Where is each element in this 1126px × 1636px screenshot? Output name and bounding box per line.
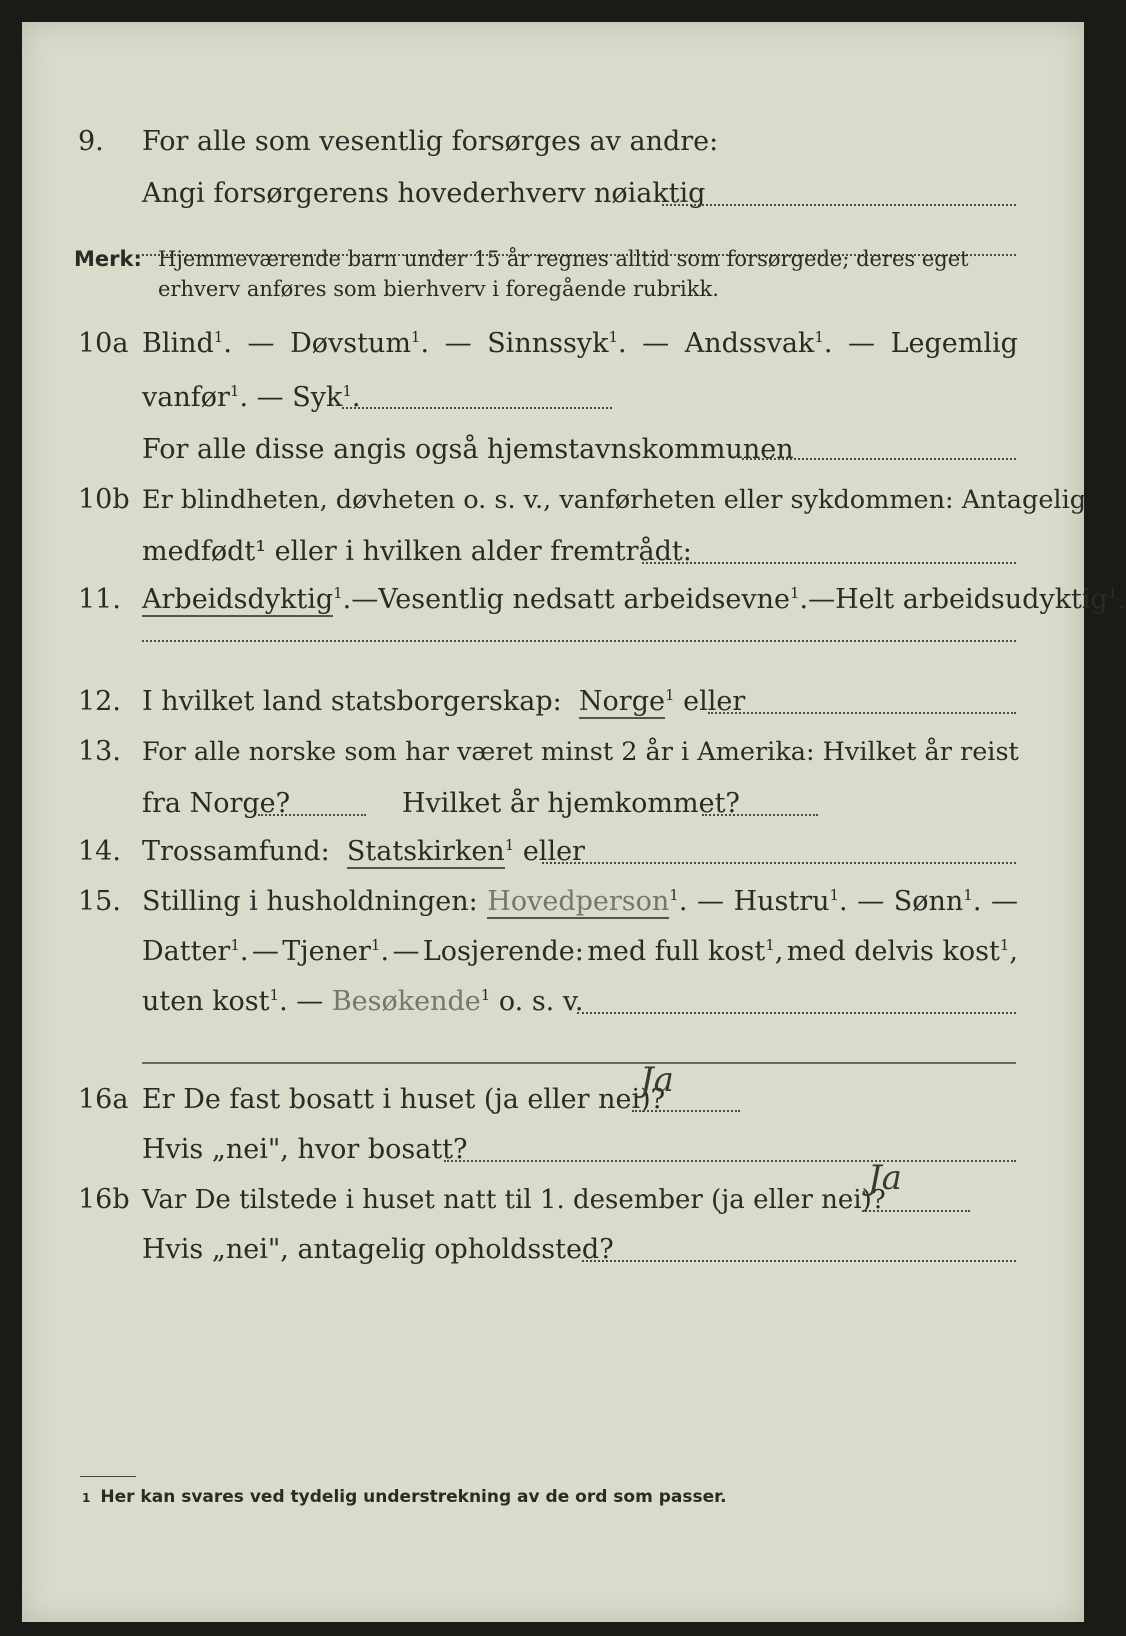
opt-uten-kost[interactable]: uten kost <box>142 986 270 1017</box>
opt-norge[interactable]: Norge <box>578 686 665 717</box>
q16b-field[interactable] <box>862 1210 970 1212</box>
q10a-syk-field[interactable] <box>342 407 612 409</box>
q13-number: 13. <box>78 736 121 767</box>
q10a-number: 10a <box>78 328 129 359</box>
q12-row: 12. I hvilket land statsborgerskap: Norge$^1$ eller <box>22 680 1084 724</box>
opt-besokende[interactable]: Besøkende <box>331 986 481 1017</box>
q13-hjem-label: Hvilket år hjemkommet? <box>402 788 740 819</box>
q10a-hjemstavn-label: For alle disse angis også hjemstavnskommunen <box>142 434 794 465</box>
opt-sinnssyk[interactable]: Sinnssyk <box>487 328 609 359</box>
opt-hustru[interactable]: Hustru <box>733 886 830 917</box>
opt-udyktig[interactable]: Helt arbeidsudyktig <box>835 584 1108 615</box>
q16b-row2 <box>22 1228 1084 1272</box>
q13-row <box>22 730 1084 774</box>
q10b-line1: Er blindheten, døvheten o. s. v., vanførheten eller sykdommen: Antagelig <box>142 485 1087 515</box>
q16a-row <box>22 1078 1084 1122</box>
q15-label: Stilling i husholdningen: <box>142 886 478 917</box>
q16a-handwritten-answer: Ja <box>640 1060 674 1100</box>
q10a-row <box>22 322 1084 366</box>
q9-heading: For alle som vesentlig forsørges av andre: <box>142 126 719 157</box>
q10b-row <box>22 478 1087 522</box>
q16a-question: Er De fast bosatt i huset (ja eller nei)? <box>142 1084 666 1115</box>
q15-number: 15. <box>78 886 121 917</box>
q13-line1: For alle norske som har været minst 2 år i Amerika: Hvilket år reist <box>142 737 1019 767</box>
q10a-hjemstavn-field[interactable] <box>742 458 1016 460</box>
q10a-options: Blind$^1$. — Døvstum$^1$. — Sinnssyk$^1$. — Andssvak$^1$. — Legemlig <box>142 322 1018 366</box>
opt-nedsatt[interactable]: Vesentlig nedsatt arbeidsevne <box>378 584 790 615</box>
q15-row: 15. Stilling i husholdningen: Hovedperson$^1$. — Hustru$^1$. — Sønn$^1$. — <box>22 880 1084 924</box>
opt-sonn[interactable]: Sønn <box>893 886 964 917</box>
q13-hjem-field[interactable] <box>702 814 818 816</box>
q15-extra-line <box>142 1062 1016 1064</box>
q15-field[interactable] <box>577 1012 1016 1014</box>
q16b-row <box>22 1178 1084 1222</box>
q16a-row2 <box>22 1128 1084 1172</box>
q16b-followup: Hvis „nei", antagelig opholdssted? <box>142 1234 614 1265</box>
q16b-handwritten-answer: Ja <box>868 1158 902 1198</box>
footnote-text: Her kan svares ved tydelig understrekning av de ord som passer. <box>100 1487 727 1507</box>
q13-row2 <box>22 782 1084 826</box>
opt-syk[interactable]: Syk <box>292 382 343 413</box>
q10a-row3 <box>22 428 1084 472</box>
opt-delvis-kost[interactable]: med delvis kost <box>786 936 1000 967</box>
q11-options: Arbeidsdyktig$^1$. — Vesentlig nedsatt arbeidsevne$^1$. — Helt arbeidsudyktig$^1$. <box>142 584 1126 615</box>
q16b-question: Var De tilstede i huset natt til 1. desember (ja eller nei)? <box>142 1185 886 1215</box>
q9-row <box>22 120 1084 164</box>
opt-arbeidsdyktig[interactable]: Arbeidsdyktig <box>142 584 334 615</box>
opt-blind[interactable]: Blind <box>142 328 214 359</box>
merk-label: Merk: <box>74 247 142 271</box>
q14-field[interactable] <box>542 862 1016 864</box>
opt-datter[interactable]: Datter <box>142 936 231 967</box>
footnote-divider <box>80 1476 136 1477</box>
q9-occupation-field[interactable] <box>662 204 1016 206</box>
q16a-followup: Hvis „nei", hvor bosatt? <box>142 1134 468 1165</box>
q9-occupation-row <box>22 172 1084 216</box>
census-form-page <box>22 22 1126 1622</box>
opt-statskirken[interactable]: Statskirken <box>346 836 505 867</box>
q13-fra-label: fra Norge? <box>142 788 291 819</box>
q14-eller: eller <box>522 836 585 867</box>
opt-tjener[interactable]: Tjener <box>282 936 371 967</box>
q10b-row2 <box>22 530 1084 574</box>
q16b-followup-field[interactable] <box>582 1260 1016 1262</box>
opt-andssvak[interactable]: Andssvak <box>684 328 815 359</box>
q14-label: Trossamfund: <box>142 836 330 867</box>
opt-hovedperson[interactable]: Hovedperson <box>487 886 670 917</box>
q12-number: 12. <box>78 686 121 717</box>
q13-fra-field[interactable] <box>258 814 366 816</box>
q10a-row2: vanfør$^1$. — Syk$^1$. <box>142 382 361 413</box>
q15-losjerende-label: Losjerende: <box>422 936 584 967</box>
opt-full-kost[interactable]: med full kost <box>587 936 766 967</box>
q11-row <box>22 578 1126 622</box>
q10b-line2: medfødt¹ eller i hvilken alder fremtrådt: <box>142 536 692 567</box>
q12-field[interactable] <box>708 712 1016 714</box>
q9-occupation-label: Angi forsørgerens hovederhverv nøiaktig <box>142 178 706 209</box>
footnote-mark: 1 <box>82 1491 91 1505</box>
q12-label: I hvilket land statsborgerskap: <box>142 686 562 717</box>
q9-number: 9. <box>78 126 104 157</box>
q15-row3: uten kost$^1$. — Besøkende$^1$ o. s. v. <box>142 986 584 1017</box>
q10b-number: 10b <box>78 484 130 515</box>
q15-row2: Datter$^1$. — Tjener$^1$. — Losjerende: med full kost$^1$, med delvis kost$^1$, <box>22 930 1084 974</box>
opt-dovstum[interactable]: Døvstum <box>290 328 411 359</box>
q11-number: 11. <box>78 584 121 615</box>
q16b-number: 16b <box>78 1184 130 1215</box>
q14-number: 14. <box>78 836 121 867</box>
opt-vanfor[interactable]: vanfør <box>142 382 230 413</box>
q15-osv: o. s. v. <box>498 986 584 1017</box>
q14-row: 14. Trossamfund: Statskirken$^1$ eller <box>22 830 1084 874</box>
merk-text: Hjemmeværende barn under 15 år regnes alltid som forsørgede; deres eget erhverv anføres som bierhverv i foregående rubrikk. <box>158 247 969 301</box>
q16a-number: 16a <box>78 1084 129 1115</box>
q16a-field[interactable] <box>632 1110 740 1112</box>
footnote <box>82 1487 727 1507</box>
q16a-followup-field[interactable] <box>444 1160 1016 1162</box>
q10b-field[interactable] <box>642 562 1016 564</box>
q11-extra-field[interactable] <box>142 640 1016 642</box>
q12-eller: eller <box>683 686 746 717</box>
opt-legemlig[interactable]: Legemlig <box>890 328 1018 359</box>
